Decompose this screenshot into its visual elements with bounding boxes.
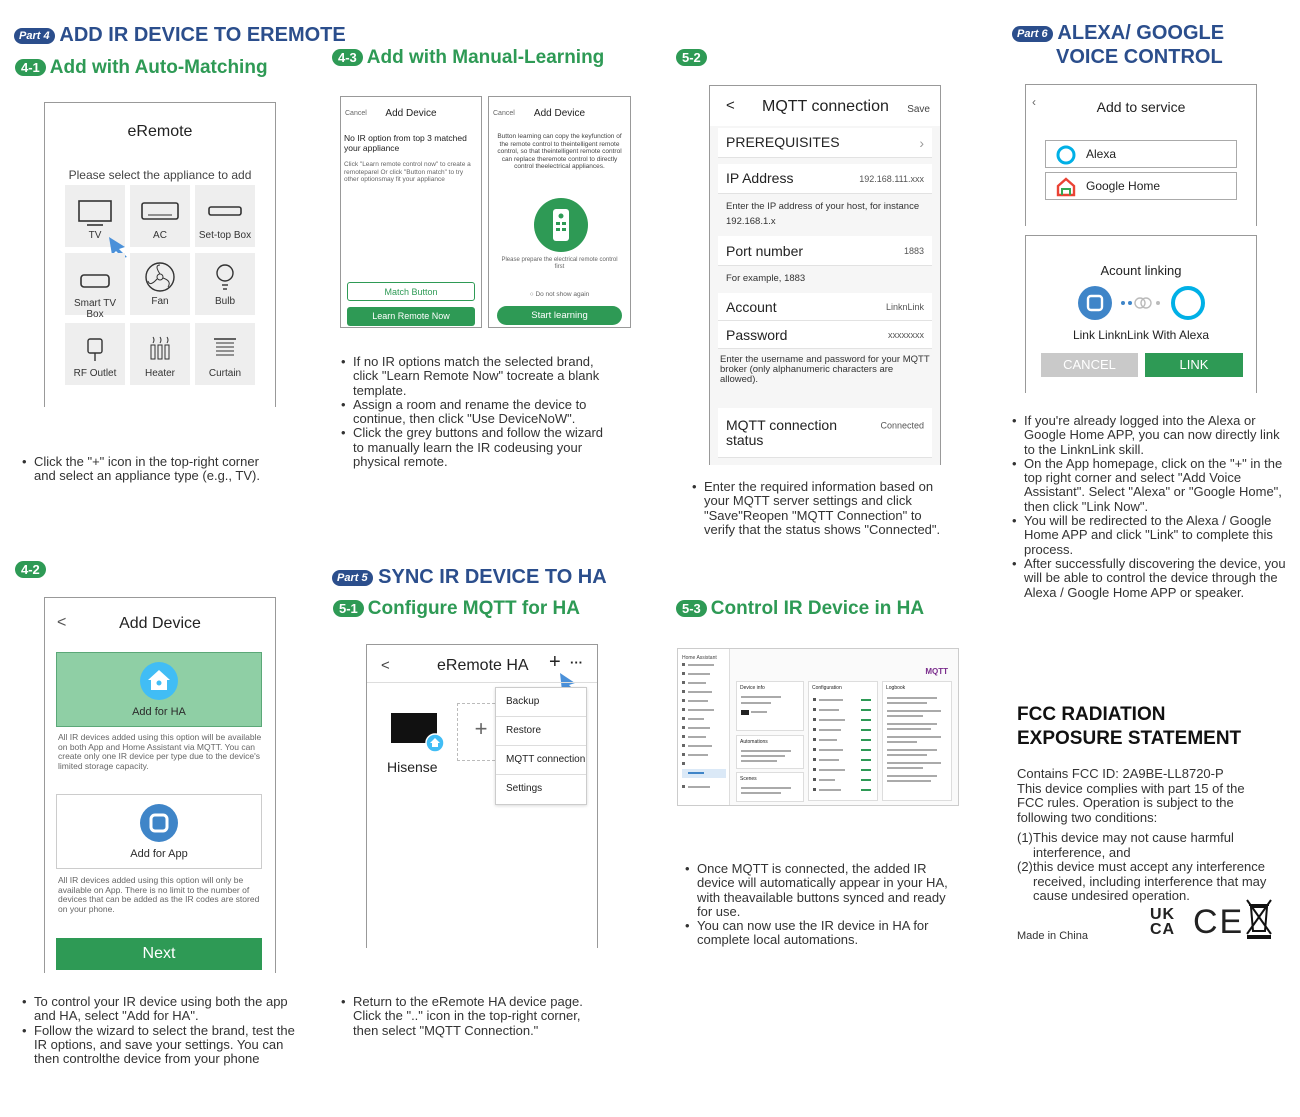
appliance-curtain[interactable] [195,323,255,385]
menu-mqtt-connection[interactable]: MQTT connection [496,746,586,775]
section-4-1-heading [15,57,268,79]
fcc-line: This device complies with part 15 of the [1017,780,1245,796]
curtain-icon [210,333,240,365]
section-tag: 4-1 [15,59,46,76]
add-device-screen [44,597,276,973]
port-field[interactable] [718,236,932,266]
appliance-rf-outlet[interactable] [65,323,125,385]
part6-title-line2: VOICE CONTROL [1056,46,1223,68]
back-button[interactable]: < [381,657,390,674]
made-in-label: Made in China [1017,930,1088,942]
account-linking-screen [1025,235,1257,393]
device-name: Hisense [387,759,438,775]
heater-icon [145,333,175,365]
section-tag: 5-3 [676,600,707,617]
part6-title-line1: ALEXA/ GOOGLE [1057,22,1225,44]
tv-icon [77,199,113,227]
appliance-label: TV [88,230,102,241]
linking-title: Acount linking [1100,263,1182,278]
screen-title: Add Device [385,108,437,119]
back-button[interactable]: < [726,97,735,114]
add-device-plus: + [474,716,488,741]
app-icon [139,803,179,843]
menu-settings[interactable]: Settings [506,783,543,794]
bullet: • Return to the eRemote HA device page. Click the ".." icon in the top-right corner, then select "MQTT Connection." [341,995,601,1038]
linking-subtitle: Link LinknLink With Alexa [1072,328,1210,342]
smart-tv-box-icon [77,267,113,295]
appliance-bulb[interactable] [195,253,255,315]
section-5-3-bullets [685,862,960,948]
bullet: • If you're already logged into the Alexa or Google Home APP, you can now directly link to the LinknLink skill. [1012,414,1287,457]
appliance-label: Curtain [208,368,242,379]
condition-number: (2) [1017,859,1033,874]
screen-title: Add Device [533,108,586,119]
ha-option-label: Add for HA [132,706,186,718]
password-value: xxxxxxxx [888,329,924,340]
fcc-line: Contains FCC ID: 2A9BE-LL8720-P [1017,766,1224,781]
appliance-set-top-box[interactable] [195,185,255,247]
bullet: • Enter the required information based on your MQTT server settings and click "Save"Reopen "MQTT Connection" to verify that the status shows "Connected". [692,480,952,537]
ukca-mark [1150,907,1175,937]
appliance-smart-tv-box[interactable] [65,253,125,320]
home-assistant-icon [139,661,179,701]
no-match-hint: Click "Learn remote control now" to create a remoteparel Or click "Button match" to try other optionsmay fit your appliance [344,161,471,183]
appliance-label: Fan [151,296,169,307]
set-top-box-icon [205,199,245,227]
condition-text: This device may not cause harmful interference, and [1033,830,1234,860]
appliance-ac[interactable] [130,185,190,247]
appliance-label: Smart TV Box [73,298,117,320]
section-title: Control IR Device in HA [710,598,925,619]
dont-show-checkbox[interactable]: ○ Do not show again [529,291,590,298]
section-4-1-bullets [22,455,282,484]
fan-icon [142,261,178,293]
appliance-fan[interactable] [130,253,190,315]
bullet: • Click the grey buttons and follow the wizard to manually learn the IR codeusing your physical remote. [341,426,616,469]
status-value: Connected [880,420,924,431]
ce-mark: CE [1193,903,1245,941]
prerequisites-label: PREREQUISITES [726,134,840,150]
header-divider [367,682,597,683]
fcc-line: following two conditions: [1017,809,1158,825]
scenes-card [736,772,804,802]
ukca-line2: CA [1150,921,1176,938]
alexa-icon [1056,145,1076,165]
cancel-link[interactable]: Cancel [493,110,515,117]
part5-heading [332,566,607,589]
fcc-title [1017,703,1241,751]
alexa-label: Alexa [1086,147,1117,161]
password-field[interactable] [718,321,932,349]
appliance-label: Set-top Box [198,230,252,241]
app-option-label: Add for App [130,848,188,860]
section-5-1-heading [333,598,580,620]
appliance-label: Bulb [214,296,235,307]
cancel-link[interactable]: Cancel [345,110,367,117]
ha-option-description: All IR devices added using this option will be available on both App and Home Assistant via MQTT. You can create only one IR device per type due to the device's limited storage capacity. [58,732,262,771]
part6-badge: Part 6 [1012,26,1053,42]
bullet: • If no IR options match the selected brand, click "Learn Remote Now" tocreate a blank template. [341,355,616,398]
screen-title: eRemote HA [437,657,529,674]
add-to-service-screen [1025,84,1257,226]
learn-remote-now-button[interactable]: Learn Remote Now [347,307,475,326]
bullet: • After successfully discovering the device, you will be able to control the device through the Alexa / Google Home APP or speaker. [1012,557,1287,600]
bullet: • Assign a room and rename the device to continue, then click "Use DeviceNoW". [341,398,616,427]
ac-icon [140,199,180,227]
match-button[interactable]: Match Button [347,282,475,301]
ha-sidebar-title: Home Assistant [682,655,717,661]
back-icon[interactable]: ‹ [1032,95,1036,109]
fcc-statement [1017,767,1287,904]
part5-title: SYNC IR DEVICE TO HA [378,566,607,588]
bullet: • You can now use the IR device in HA for complete local automations. [685,919,960,948]
card-title: Automations [740,739,768,745]
cancel-button[interactable]: CANCEL [1041,353,1138,377]
save-button[interactable]: Save [907,104,930,115]
appliance-label: Heater [144,368,175,379]
google-home-label: Google Home [1086,179,1161,193]
section-5-2-bullets [692,480,952,537]
port-hint: For example, 1883 [726,273,806,284]
start-learning-screen [488,96,631,328]
account-value: LinknLink [885,301,924,312]
fcc-condition-1 [1017,831,1287,860]
appliance-label: RF Outlet [73,368,117,379]
screen-prompt: Please select the appliance to add [68,168,252,182]
eremote-ha-screen [366,644,598,948]
mqtt-brand: MQTT [925,667,948,676]
google-home-option[interactable] [1045,172,1237,200]
menu-restore[interactable]: Restore [496,717,586,746]
logbook-card [882,681,952,801]
add-for-ha-option[interactable] [56,652,262,727]
section-5-2-tag: 5-2 [676,49,707,66]
bulb-icon [210,261,240,293]
section-title: Add with Manual-Learning [366,47,605,68]
device-info-card [736,681,804,731]
google-home-icon [1056,177,1076,197]
prerequisites-row[interactable] [718,128,932,158]
card-title: Configuration [812,685,842,691]
controls-list [809,694,877,804]
bullet: • You will be redirected to the Alexa / Google Home APP and click "Link" to complete this process. [1012,514,1287,557]
fcc-title-line1: FCC RADIATION [1017,704,1166,725]
mqtt-status-row [718,408,932,458]
ip-hint: Enter the IP address of your host, for instance 192.168.1.x [726,201,920,227]
screen-title: MQTT connection [762,98,889,115]
chevron-right-icon: › [919,134,924,151]
bullet: • Click the "+" icon in the top-right corner and select an appliance type (e.g., TV). [22,455,282,484]
appliance-heater[interactable] [130,323,190,385]
section-title: Configure MQTT for HA [367,598,580,619]
card-content [737,694,797,724]
ip-address-field[interactable] [718,164,932,194]
no-match-heading: No IR option from top 3 matched your appliance [344,133,467,153]
card-title: Logbook [886,685,906,691]
next-button[interactable]: Next [56,938,262,970]
add-for-app-option[interactable] [56,794,262,869]
part4-title: ADD IR DEVICE TO EREMOTE [59,24,346,46]
prepare-hint: Please prepare the electrical remote control first [501,257,618,270]
account-label: Account [726,299,777,315]
ip-value: 192.168.111.xxx [859,173,924,184]
weee-bin-icon [1244,897,1274,941]
ha-sidebar-menu [682,663,726,803]
section-tag: 5-1 [333,600,364,617]
fcc-title-line2: EXPOSURE STATEMENT [1017,728,1242,749]
learning-description: Button learning can copy the keyfunction of the remote control to theintelligent remote control, so that theintelligent remote control can replace theremote control to directly control theelectrical appliances. [497,133,622,170]
section-4-3-heading [332,47,604,69]
section-4-2-tag: 4-2 [15,561,46,578]
add-icon[interactable]: + [549,651,561,673]
port-label: Port number [726,243,804,259]
condition-number: (1) [1017,830,1033,845]
screen-title: Add Device [119,615,201,632]
start-learning-button[interactable]: Start learning [497,306,622,325]
link-illustration [1076,284,1210,322]
more-options-icon[interactable]: ··· [570,655,583,670]
credential-hint: Enter the username and password for your MQTT broker (only alphanumeric characters are allowed). [720,354,930,385]
manual-match-screen [340,96,482,328]
part4-badge: Part 4 [14,28,55,44]
context-menu [495,687,587,805]
rf-outlet-icon [80,333,110,365]
ukca-line1: UK [1150,906,1176,923]
part6-heading [1012,22,1224,45]
menu-backup[interactable]: Backup [496,688,586,717]
section-5-3-heading [676,598,924,620]
screen-title: Add to service [1096,99,1186,115]
card-content [737,748,797,768]
link-button[interactable]: LINK [1145,353,1243,377]
part5-badge: Part 5 [332,570,373,586]
back-button[interactable]: < [57,614,67,631]
home-assistant-screenshot [677,648,959,806]
section-5-1-bullets [341,995,601,1038]
section-4-2-bullets [22,995,297,1066]
section-4-3-bullets [341,355,616,469]
section-title: Add with Auto-Matching [49,57,268,78]
dont-show-label: Do not show again [535,291,590,298]
port-value: 1883 [903,245,924,256]
bullet: • On the App homepage, click on the "+" in the top right corner and select "Add Voice Assistant". Select "Alexa" or "Google Home", then click "Link Now". [1012,457,1287,514]
card-title: Scenes [740,776,757,782]
bullet: • Once MQTT is connected, the added IR device will automatically appear in your HA, with theavailable buttons synced and ready for use. [685,862,960,919]
bullet: • Follow the wizard to select the brand, test the IR options, and save your settings. You can then controlthe device from your phone [22,1024,297,1067]
account-field[interactable] [718,293,932,321]
tv-device-icon[interactable] [389,711,445,755]
fcc-line: FCC rules. Operation is subject to the [1017,795,1234,810]
app-option-description: All IR devices added using this option will only be available on App. There is no limit to the number of devices that can be added as the IR codes are stored on your phone. [58,875,260,914]
ip-label: IP Address [726,170,794,186]
mqtt-connection-screen [709,85,941,465]
screen-title: eRemote [127,123,193,140]
logbook-list [883,694,949,804]
card-title: Device info [740,685,765,691]
configuration-card [808,681,878,801]
bullet: • To control your IR device using both the app and HA, select "Add for HA". [22,995,297,1024]
app-header [710,86,940,126]
section-tag: 4-3 [332,49,363,66]
appliance-label: AC [153,230,167,241]
ha-sidebar [678,649,730,806]
automations-card [736,735,804,769]
condition-text: this device must accept any interference received, including interference that may cause undesired operation. [1033,859,1267,903]
part4-heading [14,24,346,47]
part6-bullets [1012,414,1287,600]
card-content [737,785,797,801]
eremote-phone-screen [44,102,276,407]
alexa-option[interactable] [1045,140,1237,168]
password-label: Password [726,327,788,343]
remote-control-icon [533,197,589,253]
status-label: MQTT connection status [726,417,838,448]
